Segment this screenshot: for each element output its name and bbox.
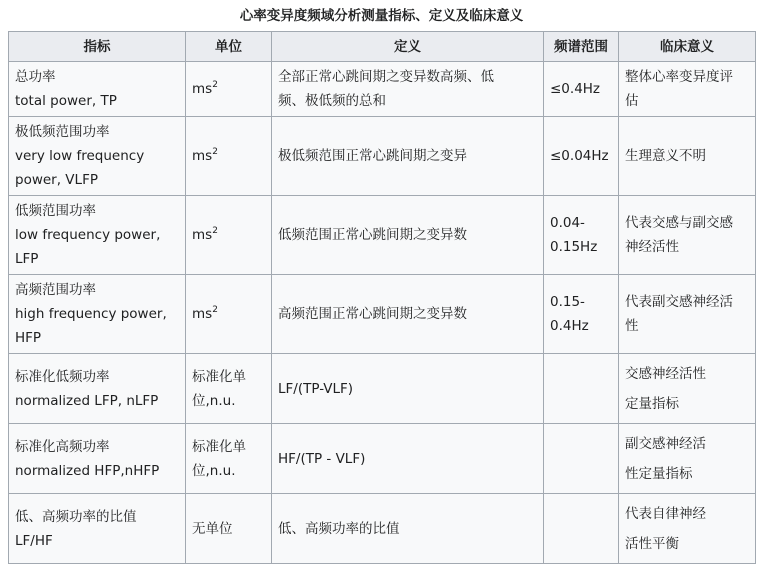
indicator-en: low frequency power, [15, 227, 161, 243]
indicator-en: normalized LFP, nLFP [15, 392, 159, 409]
indicator-en: LF/HF [15, 532, 53, 549]
cell-unit [186, 196, 272, 275]
range-text: 0.04- [550, 215, 585, 231]
unit-line: 位,n.u. [192, 392, 236, 409]
indicator-en: HFP [15, 330, 42, 346]
clinical-line: 生理意义不明 [625, 148, 706, 164]
cell-frequency-range [544, 62, 619, 117]
indicator-en: total power, TP [15, 93, 117, 109]
unit-base: ms [192, 227, 213, 243]
cell-clinical [619, 117, 756, 196]
unit-line: 位,n.u. [192, 462, 236, 479]
cell-frequency-range [544, 117, 619, 196]
cell-clinical [619, 424, 756, 494]
definition-line: 低频范围正常心跳间期之变异数 [278, 227, 467, 243]
indicator-zh: 低频范围功率 [15, 203, 96, 219]
cell-definition [272, 494, 544, 564]
clinical-line: 代表交感与副交感 [625, 215, 733, 231]
cell-frequency-range [544, 494, 619, 564]
indicator-zh: 低、高频功率的比值 [15, 508, 137, 525]
cell-unit [186, 424, 272, 494]
range-text: 0.15- [550, 294, 585, 310]
clinical-line: 副交感神经活 [625, 435, 706, 452]
cell-clinical [619, 494, 756, 564]
range-text: ≤0.04Hz [550, 148, 609, 164]
cell-indicator [9, 196, 186, 275]
table-row [9, 196, 756, 275]
cell-indicator [9, 424, 186, 494]
clinical-line: 神经活性 [625, 239, 679, 255]
clinical-line: 活性平衡 [625, 535, 679, 552]
table-row [9, 424, 756, 494]
cell-definition [272, 196, 544, 275]
clinical-line: 代表自律神经 [625, 505, 706, 522]
cell-indicator [9, 354, 186, 424]
indicator-zh: 标准化低频功率 [15, 368, 110, 385]
definition-line: 全部正常心跳间期之变异数高频、低 [278, 69, 494, 85]
table-row [9, 117, 756, 196]
table-row [9, 62, 756, 117]
clinical-line: 估 [625, 93, 639, 109]
unit-line: 标准化单 [192, 438, 246, 455]
unit-base: ms [192, 306, 213, 322]
clinical-line: 交感神经活性 [625, 365, 706, 382]
cell-definition [272, 275, 544, 354]
cell-definition [272, 354, 544, 424]
cell-definition [272, 117, 544, 196]
indicator-en: power, VLFP [15, 172, 98, 188]
indicator-zh: 总功率 [15, 69, 56, 85]
table-row [9, 354, 756, 424]
unit-exponent: 2 [212, 225, 218, 236]
indicator-zh: 标准化高频功率 [15, 438, 110, 455]
header-row [9, 32, 756, 62]
cell-frequency-range [544, 424, 619, 494]
range-text: 0.4Hz [550, 318, 589, 334]
indicator-en: normalized HFP,nHFP [15, 462, 160, 479]
cell-frequency-range [544, 354, 619, 424]
clinical-line: 性定量指标 [625, 465, 693, 482]
cell-unit [186, 117, 272, 196]
range-text: ≤0.4Hz [550, 81, 601, 97]
header-definition: 定义 [272, 32, 544, 62]
clinical-line: 代表副交感神经活 [625, 294, 733, 310]
header-indicator: 指标 [9, 32, 186, 62]
range-text: 0.15Hz [550, 239, 598, 255]
unit-exponent: 2 [212, 304, 218, 315]
cell-indicator [9, 117, 186, 196]
cell-clinical [619, 196, 756, 275]
definition-line: HF/(TP - VLF) [278, 450, 366, 467]
header-unit: 单位 [186, 32, 272, 62]
definition-line: LF/(TP-VLF) [278, 380, 354, 397]
unit-exponent: 2 [212, 146, 218, 157]
clinical-line: 性 [625, 318, 639, 334]
header-frequency-range: 频谱范围 [544, 32, 619, 62]
cell-indicator [9, 275, 186, 354]
cell-definition [272, 62, 544, 117]
clinical-line: 定量指标 [625, 395, 679, 412]
cell-unit [186, 62, 272, 117]
hrv-frequency-table [8, 31, 756, 564]
cell-indicator [9, 62, 186, 117]
cell-definition [272, 424, 544, 494]
unit-exponent: 2 [212, 79, 218, 90]
cell-clinical [619, 62, 756, 117]
unit-base: ms [192, 81, 213, 97]
cell-clinical [619, 275, 756, 354]
table-caption: 心率变异度频域分析测量指标、定义及临床意义 [239, 8, 524, 24]
cell-indicator [9, 494, 186, 564]
unit-line: 标准化单 [192, 368, 246, 385]
clinical-line: 整体心率变异度评 [625, 69, 733, 85]
indicator-zh: 高频范围功率 [15, 282, 96, 298]
indicator-zh: 极低频范围功率 [15, 124, 110, 140]
header-clinical-significance: 临床意义 [619, 32, 756, 62]
table-row [9, 275, 756, 354]
indicator-en: high frequency power, [15, 306, 167, 322]
cell-frequency-range [544, 196, 619, 275]
cell-clinical [619, 354, 756, 424]
definition-line: 高频范围正常心跳间期之变异数 [278, 306, 467, 322]
table-row [9, 494, 756, 564]
unit-line: 无单位 [192, 520, 233, 537]
definition-line: 极低频范围正常心跳间期之变异 [278, 148, 467, 164]
indicator-en: LFP [15, 251, 39, 267]
cell-unit [186, 354, 272, 424]
unit-base: ms [192, 148, 213, 164]
cell-unit [186, 275, 272, 354]
cell-frequency-range [544, 275, 619, 354]
cell-unit [186, 494, 272, 564]
definition-line: 低、高频功率的比值 [278, 520, 400, 537]
indicator-en: very low frequency [15, 148, 145, 164]
definition-line: 频、极低频的总和 [278, 93, 386, 109]
